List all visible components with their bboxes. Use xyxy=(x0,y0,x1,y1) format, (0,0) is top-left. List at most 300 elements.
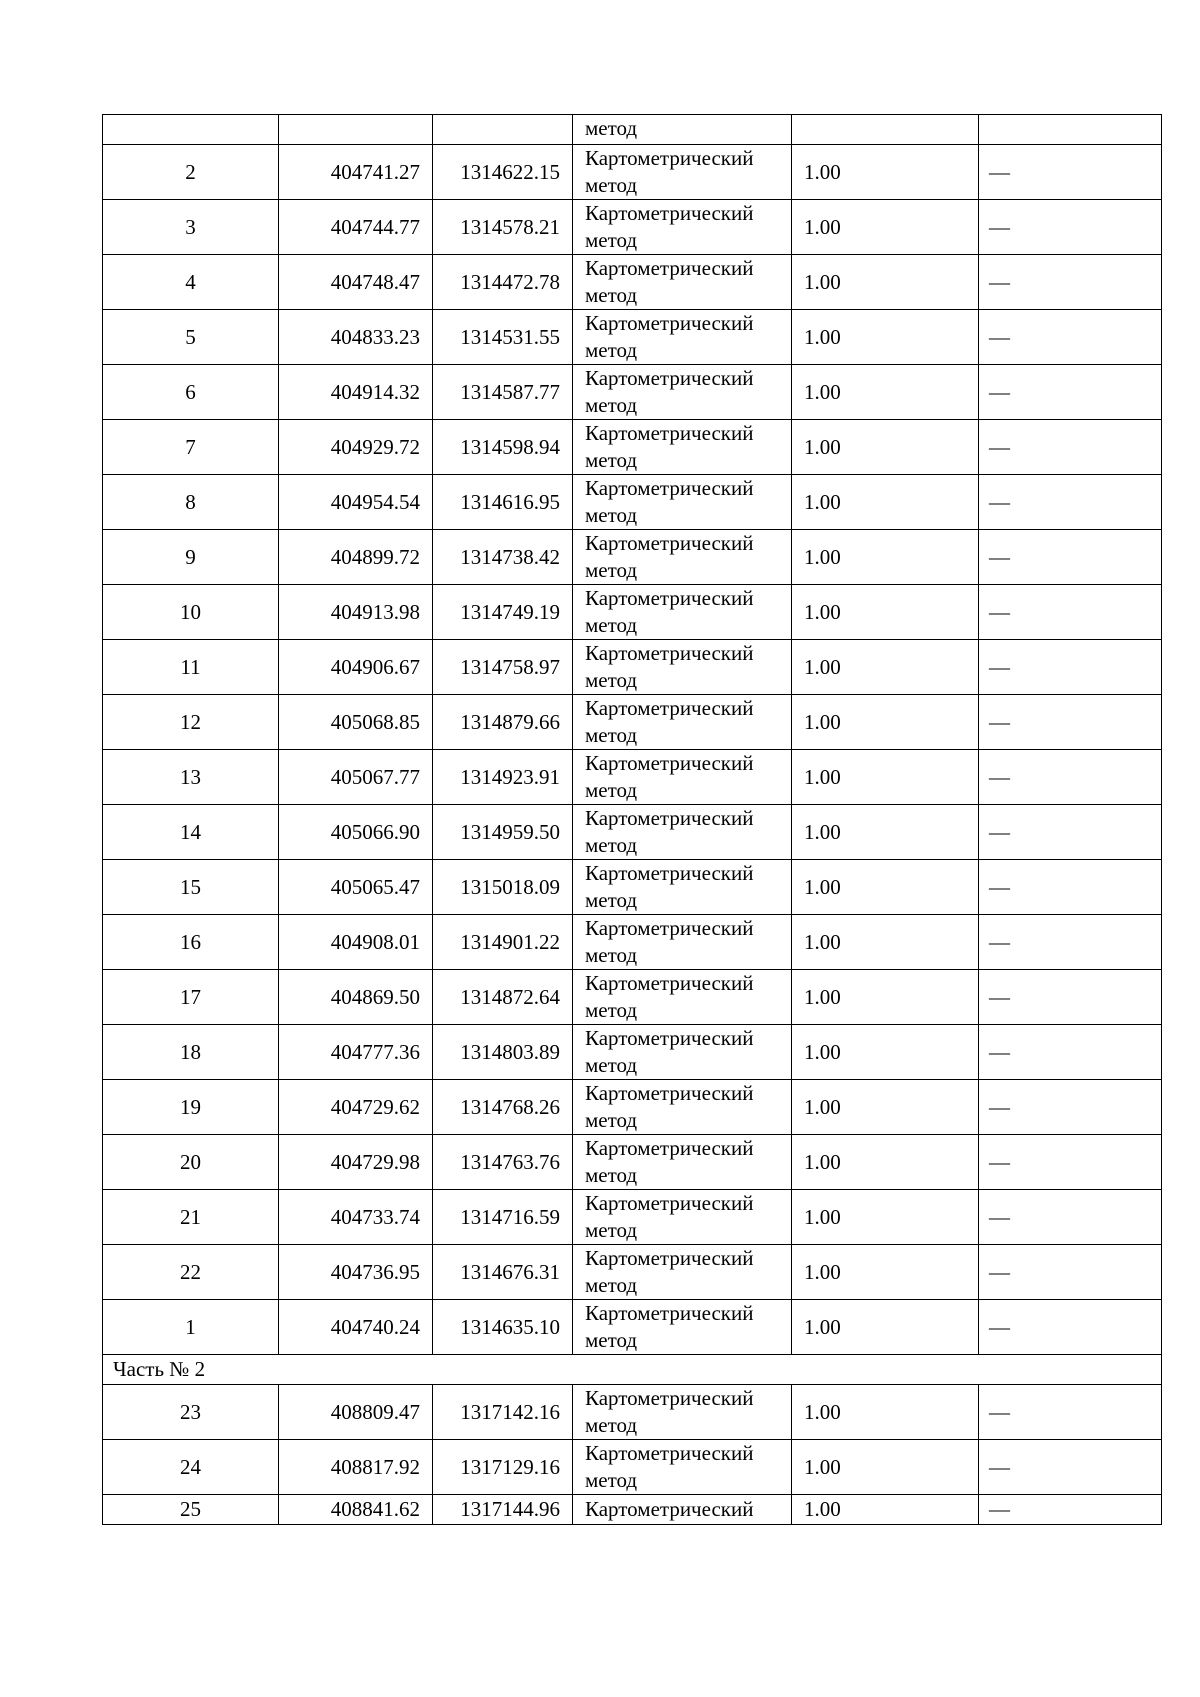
precision-value: 1.00 xyxy=(804,764,841,789)
method-cell xyxy=(573,145,792,200)
x-coordinate: 404869.50 xyxy=(330,984,420,1009)
method-cell xyxy=(573,1135,792,1190)
method-text: Картометрический xyxy=(585,201,754,225)
x-coordinate: 408817.92 xyxy=(330,1454,420,1479)
point-number-cell xyxy=(103,915,279,970)
y-coordinate: 1314959.50 xyxy=(460,819,560,844)
precision-cell xyxy=(792,1495,979,1525)
y-coordinate: 1314872.64 xyxy=(460,984,560,1009)
point-number: 3 xyxy=(185,214,196,239)
method-cell xyxy=(573,310,792,365)
point-number-cell xyxy=(103,1300,279,1355)
y-coordinate-cell xyxy=(433,970,573,1025)
method-text: Картометрический xyxy=(585,1246,754,1270)
precision-value: 1.00 xyxy=(804,874,841,899)
y-coordinate-cell xyxy=(433,420,573,475)
table-row xyxy=(103,1080,1162,1135)
point-number-cell xyxy=(103,750,279,805)
continuation-row xyxy=(103,115,1162,145)
y-coordinate-cell xyxy=(433,695,573,750)
precision-cell xyxy=(792,915,979,970)
description-cell xyxy=(979,475,1162,530)
method-text: Картометрический xyxy=(585,1026,754,1050)
x-coordinate-cell xyxy=(279,255,433,310)
y-coordinate-cell xyxy=(433,475,573,530)
x-coordinate-cell xyxy=(279,860,433,915)
x-coordinate: 404929.72 xyxy=(330,434,420,459)
point-number-cell xyxy=(103,475,279,530)
precision-cell xyxy=(792,145,979,200)
method-cell xyxy=(573,1385,792,1440)
table-row xyxy=(103,970,1162,1025)
precision-value: 1.00 xyxy=(804,434,841,459)
method-cell xyxy=(573,1080,792,1135)
precision-value: 1.00 xyxy=(804,214,841,239)
y-coordinate: 1317142.16 xyxy=(460,1399,560,1424)
precision-cell xyxy=(792,1135,979,1190)
method-cell xyxy=(573,115,792,145)
description-dash: — xyxy=(989,214,1010,239)
table-row xyxy=(103,1245,1162,1300)
point-number-cell xyxy=(103,365,279,420)
method-text: Картометрический xyxy=(585,916,754,940)
method-text: метод xyxy=(585,1108,638,1132)
point-number: 18 xyxy=(180,1039,201,1064)
x-coordinate-cell xyxy=(279,1385,433,1440)
precision-value: 1.00 xyxy=(804,489,841,514)
point-number: 1 xyxy=(185,1314,196,1339)
point-number-cell xyxy=(103,420,279,475)
x-coordinate-cell xyxy=(279,420,433,475)
method-text: метод xyxy=(585,173,638,197)
precision-cell xyxy=(792,365,979,420)
precision-cell xyxy=(792,255,979,310)
method-cell xyxy=(573,970,792,1025)
x-coordinate: 405065.47 xyxy=(330,874,420,899)
x-coordinate: 405066.90 xyxy=(330,819,420,844)
description-cell xyxy=(979,860,1162,915)
description-cell xyxy=(979,200,1162,255)
point-number: 2 xyxy=(185,159,196,184)
x-coordinate-cell xyxy=(279,1190,433,1245)
y-coordinate: 1314578.21 xyxy=(460,214,560,239)
x-coordinate: 404744.77 xyxy=(330,214,420,239)
description-dash: — xyxy=(989,874,1010,899)
method-text: Картометрический xyxy=(585,751,754,775)
method-cell xyxy=(573,1190,792,1245)
description-dash: — xyxy=(989,1259,1010,1284)
point-number-cell xyxy=(103,860,279,915)
method-text: Картометрический xyxy=(585,1136,754,1160)
y-coordinate: 1314472.78 xyxy=(460,269,560,294)
table-row xyxy=(103,915,1162,970)
method-text: Картометрический xyxy=(585,476,754,500)
table-row xyxy=(103,1495,1162,1525)
method-text: метод xyxy=(585,1273,638,1297)
point-number: 15 xyxy=(180,874,201,899)
table-row xyxy=(103,365,1162,420)
point-number: 8 xyxy=(185,489,196,514)
table-row xyxy=(103,750,1162,805)
point-number-cell xyxy=(103,255,279,310)
x-coordinate: 404729.62 xyxy=(330,1094,420,1119)
y-coordinate: 1314622.15 xyxy=(460,159,560,184)
point-number: 4 xyxy=(185,269,196,294)
table-row xyxy=(103,255,1162,310)
method-cell xyxy=(573,420,792,475)
point-number-cell xyxy=(103,1440,279,1495)
x-coordinate: 404914.32 xyxy=(330,379,420,404)
y-coordinate-cell xyxy=(433,915,573,970)
precision-cell xyxy=(792,1440,979,1495)
method-text: Картометрический xyxy=(585,806,754,830)
table-row xyxy=(103,310,1162,365)
x-coordinate: 404954.54 xyxy=(330,489,420,514)
precision-cell xyxy=(792,310,979,365)
description-cell xyxy=(979,695,1162,750)
y-coordinate-cell xyxy=(433,1385,573,1440)
point-number-cell xyxy=(103,145,279,200)
x-coordinate-cell xyxy=(279,695,433,750)
x-coordinate-cell xyxy=(279,1300,433,1355)
precision-value: 1.00 xyxy=(804,1204,841,1229)
point-number-cell xyxy=(103,310,279,365)
precision-value: 1.00 xyxy=(804,984,841,1009)
point-number: 16 xyxy=(180,929,201,954)
method-text: Картометрический xyxy=(585,146,754,170)
table-row xyxy=(103,695,1162,750)
x-coordinate: 405067.77 xyxy=(330,764,420,789)
y-coordinate: 1314676.31 xyxy=(460,1259,560,1284)
method-text: Картометрический xyxy=(585,531,754,555)
section-label: Часть № 2 xyxy=(113,1357,206,1381)
description-dash: — xyxy=(989,929,1010,954)
y-coordinate-cell xyxy=(433,1245,573,1300)
method-cell xyxy=(573,530,792,585)
method-text: Картометрический xyxy=(585,1301,754,1325)
y-coordinate: 1314531.55 xyxy=(460,324,560,349)
y-coordinate: 1314758.97 xyxy=(460,654,560,679)
y-coordinate: 1317129.16 xyxy=(460,1454,560,1479)
method-text: метод xyxy=(585,1413,638,1437)
point-number: 14 xyxy=(180,819,201,844)
point-number: 7 xyxy=(185,434,196,459)
precision-value: 1.00 xyxy=(804,819,841,844)
method-text: метод xyxy=(585,1163,638,1187)
x-coordinate-cell xyxy=(279,365,433,420)
precision-cell xyxy=(792,860,979,915)
method-cell xyxy=(573,255,792,310)
method-text: метод xyxy=(585,778,638,802)
method-text: метод xyxy=(585,503,638,527)
y-coordinate: 1314616.95 xyxy=(460,489,560,514)
precision-cell xyxy=(792,530,979,585)
y-coordinate-cell xyxy=(433,1300,573,1355)
x-coordinate: 408841.62 xyxy=(330,1497,420,1521)
y-coordinate-cell xyxy=(433,1080,573,1135)
method-text: метод xyxy=(585,448,638,472)
y-coordinate-cell xyxy=(433,860,573,915)
description-cell xyxy=(979,585,1162,640)
y-coordinate-cell xyxy=(433,1440,573,1495)
point-number: 5 xyxy=(185,324,196,349)
point-number-cell xyxy=(103,695,279,750)
description-dash: — xyxy=(989,489,1010,514)
description-cell xyxy=(979,750,1162,805)
description-dash: — xyxy=(989,654,1010,679)
precision-value: 1.00 xyxy=(804,1314,841,1339)
description-dash: — xyxy=(989,1149,1010,1174)
precision-cell xyxy=(792,1025,979,1080)
method-text: метод xyxy=(585,888,638,912)
empty-cell xyxy=(103,115,279,145)
method-text: Картометрический xyxy=(585,1386,754,1410)
method-text: метод xyxy=(585,1468,638,1492)
description-dash: — xyxy=(989,1094,1010,1119)
precision-cell xyxy=(792,420,979,475)
y-coordinate: 1314749.19 xyxy=(460,599,560,624)
method-text: Картометрический xyxy=(585,586,754,610)
method-text: метод xyxy=(585,998,638,1022)
precision-value: 1.00 xyxy=(804,269,841,294)
y-coordinate: 1314901.22 xyxy=(460,929,560,954)
empty-cell xyxy=(979,115,1162,145)
y-coordinate: 1314923.91 xyxy=(460,764,560,789)
description-dash: — xyxy=(989,1454,1010,1479)
description-dash: — xyxy=(989,324,1010,349)
precision-value: 1.00 xyxy=(804,1399,841,1424)
coordinates-table xyxy=(102,114,1162,1525)
x-coordinate: 405068.85 xyxy=(330,709,420,734)
x-coordinate: 404736.95 xyxy=(330,1259,420,1284)
precision-cell xyxy=(792,1300,979,1355)
table-row xyxy=(103,1300,1162,1355)
point-number: 11 xyxy=(180,654,201,679)
description-cell xyxy=(979,1025,1162,1080)
point-number: 12 xyxy=(180,709,201,734)
precision-cell xyxy=(792,805,979,860)
precision-cell xyxy=(792,695,979,750)
method-cell xyxy=(573,1440,792,1495)
method-text: Картометрический xyxy=(585,421,754,445)
description-dash: — xyxy=(989,1497,1010,1521)
method-text: Картометрический xyxy=(585,256,754,280)
point-number-cell xyxy=(103,1495,279,1525)
point-number: 23 xyxy=(180,1399,201,1424)
table-row xyxy=(103,805,1162,860)
method-text: метод xyxy=(585,943,638,967)
point-number-cell xyxy=(103,200,279,255)
method-text: метод xyxy=(585,1218,638,1242)
x-coordinate: 404833.23 xyxy=(330,324,420,349)
method-text: Картометрический xyxy=(585,1497,754,1521)
x-coordinate: 404906.67 xyxy=(330,654,420,679)
method-text: метод xyxy=(585,283,638,307)
y-coordinate: 1314598.94 xyxy=(460,434,560,459)
precision-cell xyxy=(792,1190,979,1245)
point-number-cell xyxy=(103,1190,279,1245)
empty-cell xyxy=(279,115,433,145)
method-cell xyxy=(573,200,792,255)
method-text: Картометрический xyxy=(585,1081,754,1105)
x-coordinate-cell xyxy=(279,640,433,695)
x-coordinate-cell xyxy=(279,310,433,365)
y-coordinate: 1314635.10 xyxy=(460,1314,560,1339)
x-coordinate: 404741.27 xyxy=(330,159,420,184)
description-cell xyxy=(979,530,1162,585)
precision-value: 1.00 xyxy=(804,379,841,404)
method-cell xyxy=(573,860,792,915)
description-dash: — xyxy=(989,434,1010,459)
x-coordinate-cell xyxy=(279,750,433,805)
table-row xyxy=(103,1135,1162,1190)
description-dash: — xyxy=(989,709,1010,734)
description-cell xyxy=(979,255,1162,310)
method-cell xyxy=(573,695,792,750)
point-number-cell xyxy=(103,970,279,1025)
precision-cell xyxy=(792,1245,979,1300)
description-dash: — xyxy=(989,764,1010,789)
method-text: метод xyxy=(585,338,638,362)
description-cell xyxy=(979,970,1162,1025)
precision-value: 1.00 xyxy=(804,1497,841,1521)
empty-cell xyxy=(792,115,979,145)
y-coordinate: 1314803.89 xyxy=(460,1039,560,1064)
empty-cell xyxy=(433,115,573,145)
method-cell xyxy=(573,585,792,640)
description-dash: — xyxy=(989,599,1010,624)
x-coordinate-cell xyxy=(279,1245,433,1300)
method-text: метод xyxy=(585,1328,638,1352)
x-coordinate: 404908.01 xyxy=(330,929,420,954)
description-cell xyxy=(979,420,1162,475)
point-number-cell xyxy=(103,640,279,695)
y-coordinate-cell xyxy=(433,365,573,420)
method-text: Картометрический xyxy=(585,696,754,720)
x-coordinate: 404913.98 xyxy=(330,599,420,624)
x-coordinate-cell xyxy=(279,200,433,255)
point-number-cell xyxy=(103,1135,279,1190)
method-cell xyxy=(573,750,792,805)
table-row xyxy=(103,1190,1162,1245)
precision-value: 1.00 xyxy=(804,1149,841,1174)
x-coordinate: 404748.47 xyxy=(330,269,420,294)
description-cell xyxy=(979,1300,1162,1355)
table-row xyxy=(103,1025,1162,1080)
x-coordinate-cell xyxy=(279,970,433,1025)
description-dash: — xyxy=(989,1039,1010,1064)
y-coordinate-cell xyxy=(433,145,573,200)
precision-cell xyxy=(792,970,979,1025)
y-coordinate: 1314738.42 xyxy=(460,544,560,569)
point-number-cell xyxy=(103,805,279,860)
point-number: 17 xyxy=(180,984,201,1009)
precision-value: 1.00 xyxy=(804,599,841,624)
method-cell xyxy=(573,1025,792,1080)
point-number-cell xyxy=(103,1245,279,1300)
x-coordinate-cell xyxy=(279,915,433,970)
precision-cell xyxy=(792,750,979,805)
x-coordinate: 404777.36 xyxy=(330,1039,420,1064)
method-text: метод xyxy=(585,668,638,692)
description-cell xyxy=(979,1080,1162,1135)
description-cell xyxy=(979,145,1162,200)
method-text: метод xyxy=(585,613,638,637)
description-dash: — xyxy=(989,159,1010,184)
point-number-cell xyxy=(103,1385,279,1440)
description-cell xyxy=(979,1440,1162,1495)
y-coordinate-cell xyxy=(433,640,573,695)
method-text: метод xyxy=(585,1053,638,1077)
point-number: 20 xyxy=(180,1149,201,1174)
precision-value: 1.00 xyxy=(804,324,841,349)
description-dash: — xyxy=(989,1399,1010,1424)
x-coordinate-cell xyxy=(279,475,433,530)
description-dash: — xyxy=(989,984,1010,1009)
point-number-cell xyxy=(103,530,279,585)
y-coordinate: 1314879.66 xyxy=(460,709,560,734)
precision-value: 1.00 xyxy=(804,929,841,954)
y-coordinate: 1315018.09 xyxy=(460,874,560,899)
table-row xyxy=(103,860,1162,915)
y-coordinate-cell xyxy=(433,805,573,860)
method-cell xyxy=(573,915,792,970)
method-cell xyxy=(573,805,792,860)
precision-cell xyxy=(792,1385,979,1440)
point-number: 22 xyxy=(180,1259,201,1284)
x-coordinate-cell xyxy=(279,1080,433,1135)
point-number: 6 xyxy=(185,379,196,404)
y-coordinate-cell xyxy=(433,1495,573,1525)
method-text: Картометрический xyxy=(585,971,754,995)
method-cell xyxy=(573,640,792,695)
description-dash: — xyxy=(989,1204,1010,1229)
description-cell xyxy=(979,640,1162,695)
point-number: 25 xyxy=(180,1497,201,1521)
precision-value: 1.00 xyxy=(804,1039,841,1064)
point-number-cell xyxy=(103,585,279,640)
section-label-cell xyxy=(103,1355,1162,1385)
table-row xyxy=(103,1385,1162,1440)
x-coordinate-cell xyxy=(279,530,433,585)
x-coordinate: 408809.47 xyxy=(330,1399,420,1424)
precision-cell xyxy=(792,640,979,695)
y-coordinate-cell xyxy=(433,1135,573,1190)
point-number: 21 xyxy=(180,1204,201,1229)
point-number: 9 xyxy=(185,544,196,569)
precision-cell xyxy=(792,1080,979,1135)
table-row xyxy=(103,585,1162,640)
x-coordinate: 404733.74 xyxy=(330,1204,420,1229)
method-text: Картометрический xyxy=(585,366,754,390)
method-text: метод xyxy=(585,228,638,252)
description-cell xyxy=(979,1245,1162,1300)
description-cell xyxy=(979,805,1162,860)
x-coordinate-cell xyxy=(279,1440,433,1495)
section-row xyxy=(103,1355,1162,1385)
method-cell xyxy=(573,1495,792,1525)
method-text: Картометрический xyxy=(585,861,754,885)
description-dash: — xyxy=(989,379,1010,404)
point-number: 24 xyxy=(180,1454,201,1479)
precision-value: 1.00 xyxy=(804,709,841,734)
method-text: метод xyxy=(585,723,638,747)
method-text: метод xyxy=(585,833,638,857)
table-row xyxy=(103,1440,1162,1495)
method-cell xyxy=(573,475,792,530)
description-cell xyxy=(979,915,1162,970)
precision-value: 1.00 xyxy=(804,654,841,679)
